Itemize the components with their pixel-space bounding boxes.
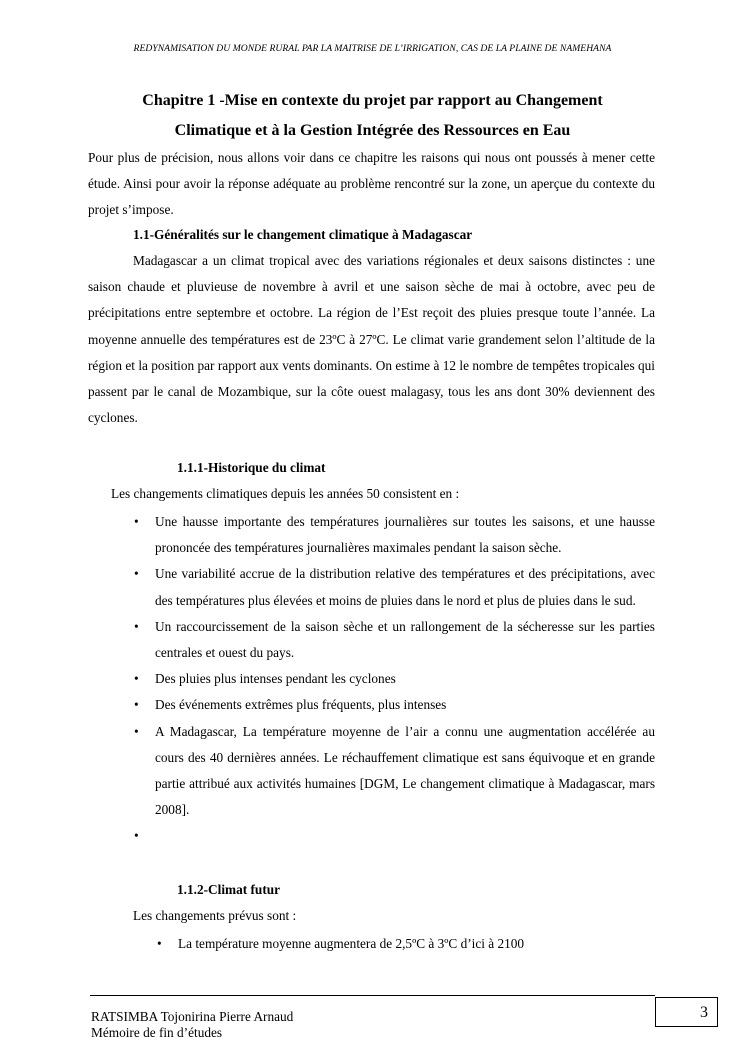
list-item: • Des événements extrêmes plus fréquents, plus intenses [155,692,655,718]
list-item: • Des pluies plus intenses pendant les cyclones [155,666,655,692]
section-1-1-1-heading: 1.1.1-Historique du climat [177,460,326,475]
page-number: 3 [700,1004,708,1021]
future-climate-list [178,931,655,957]
climate-history-list [155,509,655,850]
list-item: • Un raccourcissement de la saison sèche et un rallongement de la sécheresse sur les parties centrales et ouest du pays. [155,614,655,666]
section-1-1-body: Madagascar a un climat tropical avec des variations régionales et deux saisons distinctes : une saison chaude et pluvieuse de novembre à avril et une saison sèche de mai à octobre, avec peu de précipitations entre septembre et octobre. La région de l’Est reçoit des pluies presque toute l’année. La moyenne annuelle des températures est de 23ºC à 27ºC. Le climat varie grandement selon l’altitude de la région et la position par rapport aux vents dominants. On estime à 12 le nombre de tempêtes tropicales qui passent par le canal de Mozambique, sur la côte ouest malagasy, tous les ans dont 30% deviennent des cyclones. [88,253,655,426]
section-1-1-2-lead: Les changements prévus sont : [133,908,297,923]
chapter-intro-paragraph: Pour plus de précision, nous allons voir dans ce chapitre les raisons qui nous ont poussés à mener cette étude. Ainsi pour avoir la réponse adéquate au problème rencontré sur la zone, un aperçue du contexte du projet s’impose. [88,150,655,218]
section-1-1-heading: 1.1-Généralités sur le changement climatique à Madagascar [133,227,473,242]
running-header: REDYNAMISATION DU MONDE RURAL PAR LA MAITRISE DE L’IRRIGATION, CAS DE LA PLAINE DE NAMEHANA [133,43,612,54]
footer-document-type: Mémoire de fin d’études [91,1025,223,1040]
chapter-title-line-2: Climatique et à la Gestion Intégrée des Ressources en Eau [174,122,571,139]
section-1-1-1-lead: Les changements climatiques depuis les années 50 consistent en : [111,486,460,501]
list-item-empty [155,823,655,849]
page-number-box [655,997,718,1027]
footer-divider [90,995,655,996]
list-item: • Une hausse importante des températures journalières sur toutes les saisons, et une hausse prononcée des températures journalières maximales pendant la saison sèche. [155,509,655,561]
list-item: • Une variabilité accrue de la distribution relative des températures et des précipitations, avec des températures plus élevées et moins de pluies dans le nord et plus de pluies dans le sud. [155,561,655,613]
section-1-1-2-heading: 1.1.2-Climat futur [177,882,281,897]
list-item: • La température moyenne augmentera de 2,5ºC à 3ºC d’ici à 2100 [178,931,655,957]
chapter-title-line-1: Chapitre 1 -Mise en contexte du projet par rapport au Changement [142,92,603,109]
chapter-title [90,86,655,146]
footer-author: RATSIMBA Tojonirina Pierre Arnaud [91,1009,294,1024]
list-item: • A Madagascar, La température moyenne de l’air a connu une augmentation accélérée au cours des 40 dernières années. Le réchauffement climatique est sans équivoque et en grande partie attribué aux activités humaines [DGM, Le changement climatique à Madagascar, mars 2008]. [155,719,655,824]
